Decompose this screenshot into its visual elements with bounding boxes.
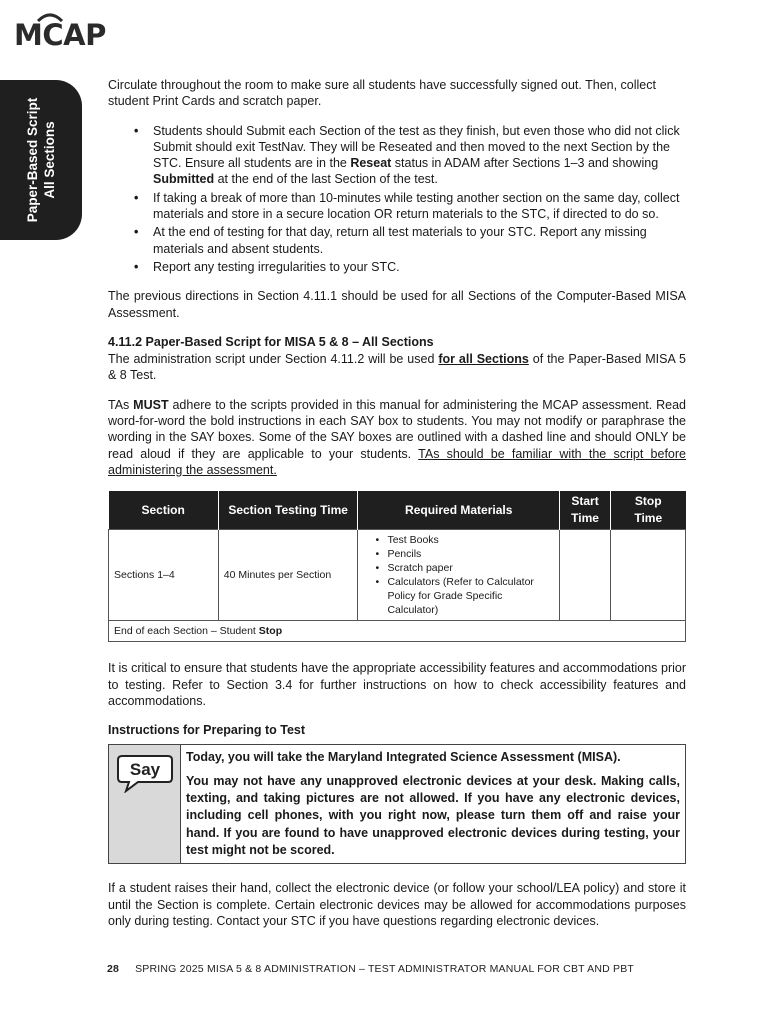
cell-stop-time bbox=[611, 530, 686, 621]
th-stop-time: Stop Time bbox=[611, 491, 686, 530]
previous-directions-paragraph: The previous directions in Section 4.11.1 should be used for all Sections of the Computer-Based MISA Assessment. bbox=[108, 289, 686, 320]
cell-start-time bbox=[560, 530, 611, 621]
end-of-section-text: End of each Section – Student bbox=[114, 625, 259, 638]
admin-script-paragraph bbox=[108, 351, 686, 384]
table-header-row bbox=[109, 491, 686, 530]
side-tab-line2: All Sections bbox=[42, 121, 57, 199]
bullet-break: • If taking a break of more than 10-minutes while testing another section on the same day, collect materials and store in a secure location OR return materials to the STC, if directed to do so. bbox=[134, 190, 686, 223]
logo-text: MCAP bbox=[14, 18, 106, 52]
say-label: Say bbox=[129, 760, 160, 780]
stop-term: Stop bbox=[258, 625, 283, 638]
th-section: Section bbox=[109, 491, 219, 530]
say-line-1: Today, you will take the Maryland Integrated Science Assessment (MISA). bbox=[186, 750, 621, 765]
say-label-panel bbox=[109, 745, 181, 863]
critical-paragraph: It is critical to ensure that students have the appropriate accessibility features and accommodations prior to testing. Refer to Section 3.4 for further instructions on how to check accessibility features and accommodations. bbox=[108, 661, 686, 708]
list-item: • Test Books bbox=[375, 533, 554, 547]
say-box bbox=[108, 744, 686, 864]
cell-testing-time: 40 Minutes per Section bbox=[218, 530, 358, 621]
signout-bullet-list bbox=[134, 123, 686, 276]
list-item: • Scratch paper bbox=[375, 561, 554, 575]
mcap-logo bbox=[14, 18, 106, 52]
admin-script-text-a: The administration script under Section 4.11.2 will be used bbox=[108, 352, 439, 367]
instructions-heading: Instructions for Preparing to Test bbox=[108, 723, 306, 738]
bullet-submit-text-c: at the end of the last Section of the test. bbox=[214, 172, 438, 187]
list-item: • Calculators (Refer to Calculator Policy for Grade Specific Calculator) bbox=[375, 575, 554, 617]
say-bubble-icon bbox=[116, 753, 174, 793]
side-tab bbox=[0, 80, 82, 240]
side-tab-label bbox=[24, 98, 58, 223]
table-row bbox=[109, 530, 686, 621]
all-sections-emphasis: for all Sections bbox=[438, 352, 529, 367]
cell-section: Sections 1–4 bbox=[109, 530, 219, 621]
must-term: MUST bbox=[133, 397, 169, 412]
bullet-submit-text-b: status in ADAM after Sections 1–3 and showing bbox=[391, 156, 659, 171]
cell-required-materials bbox=[358, 530, 560, 621]
side-tab-line1: Paper-Based Script bbox=[25, 97, 40, 223]
bullet-submit-text-a: Students should Submit each Section of the test as they finish, but even those who did not click Submit should exit TestNav. They will be Reseated and then moved to the next Section by the STC. Ensure all students are in the bbox=[153, 123, 680, 171]
materials-list bbox=[375, 533, 554, 617]
page-footer bbox=[107, 963, 634, 975]
table-footer-row bbox=[109, 621, 686, 642]
page-number: 28 bbox=[107, 963, 120, 975]
say-line-2: You may not have any unapproved electronic devices at your desk. Making calls, texting, and taking pictures are not allowed. If you have any electronic devices, including cell phones, with you right now, please turn them off and raise your hand. If you are found to have unapproved electronic devices during testing, your test might not be scored. bbox=[186, 773, 680, 857]
tas-underlined-note: TAs should be familiar with the script before administering the assessment. bbox=[108, 446, 686, 477]
tas-text-a: TAs bbox=[108, 397, 134, 412]
tas-text-b: adhere to the scripts provided in this manual for administering the MCAP assessment. Read word-for-word the bold instructions in each SAY box to students. You may not modify or paraphrase the wording in the SAY boxes. Some of the SAY boxes are outlined with a dashed line and should ONLY be read aloud if they are applicable to your students. bbox=[108, 397, 686, 461]
submitted-term: Submitted bbox=[153, 172, 215, 187]
cell-end-of-section bbox=[109, 621, 686, 642]
reseat-term: Reseat bbox=[350, 156, 392, 171]
th-start-time: Start Time bbox=[560, 491, 611, 530]
intro-paragraph: Circulate throughout the room to make sure all students have successfully signed out. Then, collect student Print Cards and scratch paper. bbox=[108, 78, 656, 109]
admin-script-text-b: of the Paper-Based MISA 5 & 8 Test. bbox=[108, 352, 686, 383]
footer-title: SPRING 2025 MISA 5 & 8 ADMINISTRATION – TEST ADMINISTRATOR MANUAL FOR CBT AND PBT bbox=[135, 963, 635, 975]
th-required-materials: Required Materials bbox=[358, 491, 560, 530]
bullet-submit bbox=[134, 123, 686, 188]
materials-table bbox=[108, 491, 686, 642]
tas-paragraph bbox=[108, 397, 686, 478]
bullet-irregularities: • Report any testing irregularities to your STC. bbox=[134, 259, 686, 275]
section-heading: 4.11.2 Paper-Based Script for MISA 5 & 8 – All Sections bbox=[108, 334, 434, 349]
page-content bbox=[108, 77, 686, 942]
list-item: • Pencils bbox=[375, 547, 554, 561]
th-testing-time: Section Testing Time bbox=[218, 491, 358, 530]
bullet-end-of-testing: • At the end of testing for that day, return all test materials to your STC. Report any missing materials and absent students. bbox=[134, 224, 686, 257]
say-text bbox=[181, 745, 685, 863]
closing-paragraph: If a student raises their hand, collect the electronic device (or follow your school/LEA policy) and store it until the Section is complete. Certain electronic devices may be allowed for accommodations purposes only during testing. Contact your STC if you have questions regarding electronic devices. bbox=[108, 881, 686, 928]
